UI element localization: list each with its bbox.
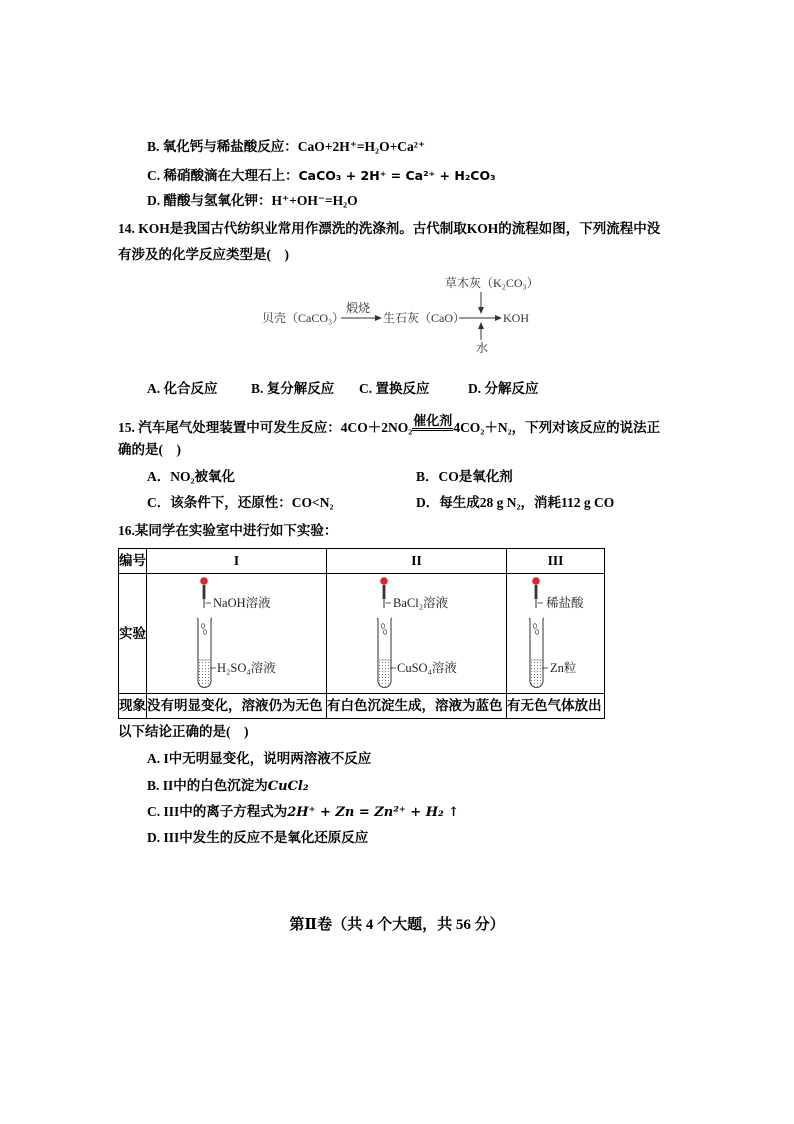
experiment-cell-2: [327, 574, 507, 694]
dropper-reagent-label: BaCl₂溶液: [393, 596, 449, 610]
header-experiment-3: III: [507, 549, 605, 574]
apparatus-3: [507, 574, 605, 693]
apparatus-2: [327, 574, 507, 693]
tube-reagent-label: Zn粒: [550, 661, 577, 675]
option-text: C. III中的离子方程式为: [147, 804, 288, 819]
tube-reagent-label: H₂SO₄溶液: [217, 661, 276, 675]
q14-option-c: C. 置换反应: [359, 381, 430, 396]
flow-product: KOH: [503, 311, 529, 325]
experiment-cell-1: [147, 574, 327, 694]
option-text: C. 稀硝酸滴在大理石上：: [147, 168, 299, 183]
table-experiment-row: [119, 574, 605, 694]
q14-option-a: A. 化合反应: [147, 381, 218, 396]
koh-flow-diagram: [250, 268, 550, 360]
q15-option-c: C．该条件下，还原性：CO<N₂: [147, 495, 334, 510]
flow-bottom-input: 水: [476, 341, 489, 355]
flow-start: 贝壳（CaCO₃）: [262, 311, 345, 325]
dropper-icon: [380, 577, 391, 608]
test-tube-icon: [377, 618, 396, 688]
q14-option-d: D. 分解反应: [468, 381, 539, 396]
dropper-reagent-label: NaOH溶液: [213, 596, 271, 610]
flow-intermediate: 生石灰（CaO）: [383, 311, 465, 325]
q15-option-b: B．CO是氧化剂: [416, 469, 513, 484]
q15-stem-before: 15. 汽车尾气处理装置中可发生反应：4CO＋2NO₂: [118, 420, 413, 435]
option-text: B. II中的白色沉淀为: [147, 778, 268, 793]
observation-2: 有白色沉淀生成，溶液为蓝色: [327, 694, 507, 719]
q14-stem-line2: 有涉及的化学反应类型是( ): [118, 247, 289, 262]
catalyst-condition: 催化剂: [412, 414, 453, 431]
q14-stem-line1: 14. KOH是我国古代纺织业常用作漂洗的洗涤剂。古代制取KOH的流程如图，下列流程中没: [118, 221, 661, 236]
apparatus-1: [147, 574, 327, 693]
option-formula: 2H⁺ + Zn = Zn²⁺ + H₂ ↑: [287, 805, 460, 820]
option-formula: CaO+2H⁺=H₂O+Ca²⁺: [297, 139, 425, 154]
q16-option-a: A. I中无明显变化，说明两溶液不反应: [147, 751, 372, 766]
tube-reagent-label: CuSO₄溶液: [397, 661, 457, 675]
dropper-icon: [532, 577, 543, 608]
q16-option-d: D. III中发生的反应不是氧化还原反应: [147, 830, 369, 845]
q13-option-d: [147, 192, 358, 210]
q16-question: 以下结论正确的是( ): [118, 724, 249, 739]
q15-option-d: D．每生成28 g N₂，消耗112 g CO: [416, 495, 615, 510]
q16-option-b: [147, 777, 309, 796]
observation-1: 没有明显变化，溶液仍为无色: [147, 694, 327, 719]
option-formula: CuCl₂: [267, 779, 309, 794]
q13-option-c: [147, 167, 496, 185]
header-id-label: 编号: [119, 549, 147, 574]
q15-stem-after: 4CO₂＋N₂，下列对该反应的说法正: [453, 420, 661, 435]
header-experiment-2: II: [327, 549, 507, 574]
q14-option-b: B. 复分解反应: [251, 381, 335, 396]
q16-stem: 16.某同学在实验室中进行如下实验：: [118, 523, 338, 538]
table-header-row: [119, 549, 605, 574]
header-experiment-1: I: [147, 549, 327, 574]
option-text: D. 醋酸与氢氧化钾：: [147, 193, 272, 208]
experiment-cell-3: [507, 574, 605, 694]
table-observation-row: [119, 694, 605, 719]
option-formula: H⁺+OH⁻=H₂O: [271, 193, 358, 208]
flow-top-input: 草木灰（K₂CO₃）: [445, 276, 539, 290]
q15-stem-line2: 确的是( ): [118, 442, 181, 457]
test-tube-icon: [197, 618, 216, 688]
observation-row-label: 现象: [119, 694, 147, 719]
test-tube-icon: [529, 618, 548, 688]
q15-option-a: A．NO₂被氧化: [147, 469, 236, 484]
q15-stem-line1: [118, 414, 660, 437]
experiment-table: [118, 548, 605, 719]
q13-option-b: [147, 138, 425, 156]
q16-option-c: [147, 803, 459, 822]
experiment-row-label: 实验: [119, 574, 147, 694]
option-formula: CaCO₃ + 2H⁺ = Ca²⁺ + H₂CO₃: [298, 168, 496, 183]
flow-condition: 煅烧: [346, 301, 371, 315]
observation-3: 有无色气体放出: [507, 694, 605, 719]
option-text: B. 氧化钙与稀盐酸反应：: [147, 139, 298, 154]
dropper-reagent-label: 稀盐酸: [546, 596, 584, 610]
dropper-icon: [200, 577, 211, 608]
section-heading: 第Ⅱ卷（共 4 个大题，共 56 分）: [289, 917, 505, 933]
